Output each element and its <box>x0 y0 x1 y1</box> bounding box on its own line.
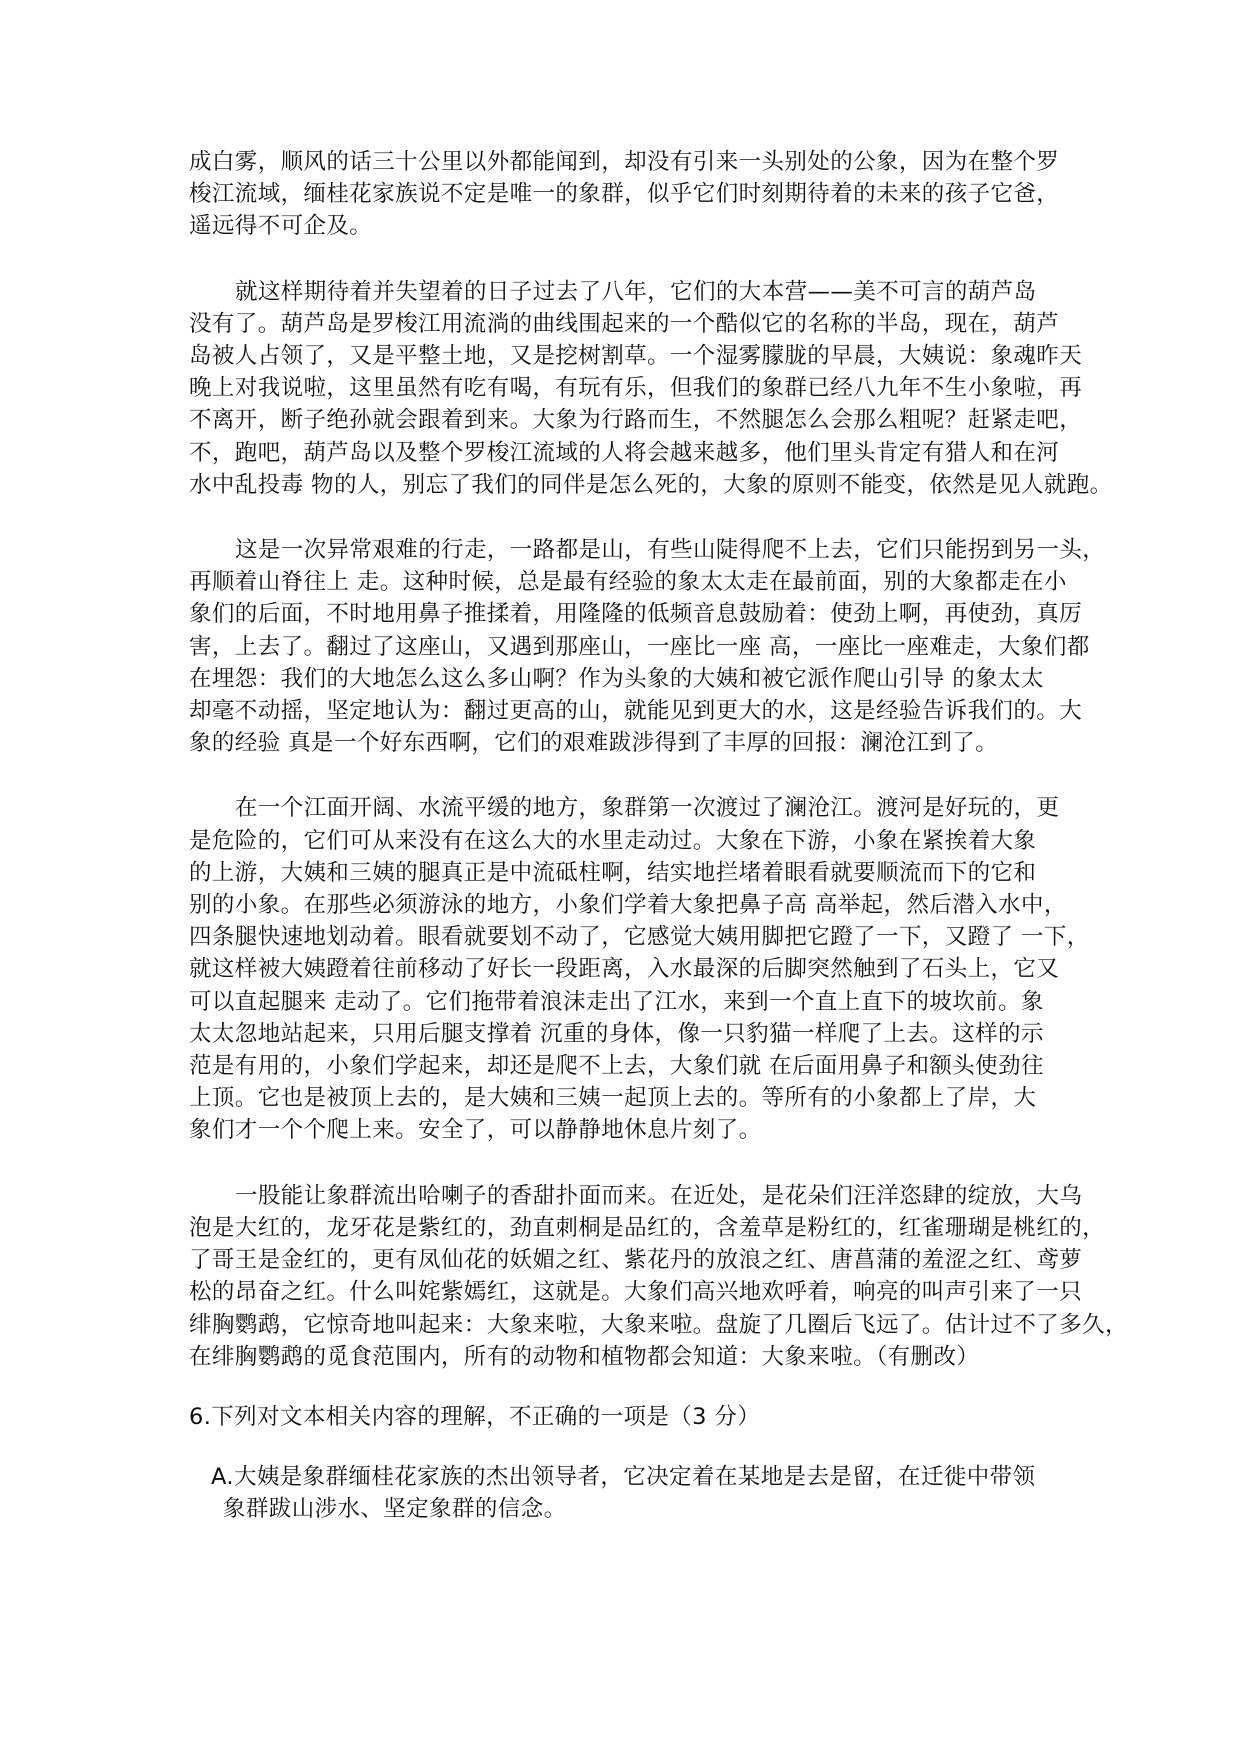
paragraph-3 <box>189 534 1106 759</box>
text-line: 一股能让象群流出哈喇子的香甜扑面而来。在近处，是花朵们汪洋恣肆的绽放，大乌 <box>235 1182 1083 1209</box>
text-line: 松的昂奋之红。什么叫姹紫嫣红，这就是。大象们高兴地欢呼着，响亮的叫声引来了一只 <box>189 1279 1083 1306</box>
text-line: 不，跑吧，葫芦岛以及整个罗梭江流域的人将会越来越多，他们里头肯定有猎人和在河 <box>189 439 1060 466</box>
paragraph-gap <box>189 501 1059 534</box>
text-line: 再顺着山脊往上 走。这种时候，总是最有经验的象太太走在最前面，别的大象都走在小 <box>189 569 1067 596</box>
text-line: 的上游，大姨和三姨的腿真正是中流砥柱啊，结实地拦堵着眼看就要顺流而下的它和 <box>189 859 1037 886</box>
option-line: 象群跋山涉水、坚定象群的信念。 <box>223 1496 567 1523</box>
text-line: 不离开，断子绝孙就会跟着到来。大象为行路而生，不然腿怎么会那么粗呢？赶紧走吧， <box>189 407 1083 434</box>
text-line: 晚上对我说啦，这里虽然有吃有喝，有玩有乐，但我们的象群已经八九年不生小象啦，再 <box>189 375 1083 402</box>
paragraph-gap <box>189 759 1059 792</box>
text-line: 别的小象。在那些必须游泳的地方，小象们学着大象把鼻子高 高举起，然后潜入水中， <box>189 892 1067 919</box>
text-line: 了哥王是金红的，更有凤仙花的妖媚之红、紫花丹的放浪之红、唐菖蒲的羞涩之红、鸢萝 <box>189 1247 1083 1274</box>
paragraph-gap <box>189 1433 1059 1461</box>
text-line: 成白雾，顺风的话三十公里以外都能闻到，却没有引来一头别处的公象，因为在整个罗 <box>189 149 1060 175</box>
text-line: 却毫不动摇，坚定地认为：翻过更高的山，就能见到更大的水，这是经验告诉我们的。大 <box>189 698 1083 725</box>
text-line: 四条腿快速地划动着。眼看就要划不动了，它感觉大姨用脚把它蹬了一下，又蹬了 一下， <box>189 924 1090 951</box>
text-line: 就这样期待着并失望着的日子过去了八年，它们的大本营——美不可言的葫芦岛 <box>235 278 1037 305</box>
option-line: A.大姨是象群缅桂花家族的杰出领导者，它决定着在某地是去是留，在迁徙中带领 <box>211 1464 1036 1491</box>
paragraph-4 <box>189 792 1090 1146</box>
text-line: 就这样被大姨蹬着往前移动了好长一段距离，入水最深的后脚突然触到了石头上，它又 <box>189 956 1060 983</box>
paragraph-gap <box>189 243 1059 276</box>
text-line: 是危险的，它们可从来没有在这么大的水里走动过。大象在下游，小象在紧挨着大象 <box>189 827 1037 854</box>
paragraph-2 <box>189 276 1113 501</box>
text-line: 岛被人占领了，又是平整土地，又是挖树割草。一个湿雾朦胧的早晨，大姨说：象魂昨天 <box>189 343 1083 370</box>
question-6: 6.下列对文本相关内容的理解，不正确的一项是（3 分） <box>189 1403 761 1430</box>
text-line: 范是有用的，小象们学起来，却还是爬不上去，大象们就 在后面用鼻子和额头使劲往 <box>189 1053 1044 1080</box>
text-line: 上顶。它也是被顶上去的，是大姨和三姨一起顶上去的。等所有的小象都上了岸，大 <box>189 1085 1037 1112</box>
text-line: 没有了。葫芦岛是罗梭江用流淌的曲线围起来的一个酷似它的名称的半岛，现在，葫芦 <box>189 310 1060 337</box>
text-line: 泡是大红的，龙牙花是紫红的，劲直刺桐是品红的，含羞草是粉红的，红雀珊瑚是桃红的， <box>189 1214 1106 1241</box>
text-line: 在一个江面开阔、水流平缓的地方，象群第一次渡过了澜沧江。渡河是好玩的，更 <box>235 795 1060 822</box>
text-line: 可以直起腿来 走动了。它们拖带着浪沫走出了江水，来到一个直上直下的坡坎前。象 <box>189 988 1044 1015</box>
text-line: 在埋怨：我们的大地怎么这么多山啊？作为头象的大姨和被它派作爬山引导 的象太太 <box>189 665 1044 692</box>
text-line: 害，上去了。翻过了这座山，又遇到那座山，一座比一座 高，一座比一座难走，大象们都 <box>189 633 1090 660</box>
option-a <box>189 1461 1059 1525</box>
text-line: 遥远得不可企及。 <box>189 213 373 240</box>
text-line: 水中乱投毒 物的人，别忘了我们的同伴是怎么死的，大象的原则不能变，依然是见人就跑。 <box>189 471 1113 498</box>
text-line: 梭江流域，缅桂花家族说不定是唯一的象群，似乎它们时刻期待着的未来的孩子它爸， <box>189 181 1060 208</box>
text-line: 象们的后面，不时地用鼻子推揉着，用隆隆的低频音息鼓励着：使劲上啊，再使劲，真厉 <box>189 601 1083 628</box>
text-line: 太太忽地站起来，只用后腿支撑着 沉重的身体，像一只豹猫一样爬了上去。这样的示 <box>189 1020 1044 1047</box>
paragraph-gap <box>189 1147 1059 1180</box>
text-line: 绯胸鹦鹉，它惊奇地叫起来：大象来啦，大象来啦。盘旋了几圈后飞远了。估计过不了多久， <box>189 1311 1128 1338</box>
paragraph-5 <box>189 1180 1128 1373</box>
text-line: 在绯胸鹦鹉的觅食范围内，所有的动物和植物都会知道：大象来啦。（有删改） <box>189 1343 980 1370</box>
text-line: 象的经验 真是一个好东西啊，它们的艰难跋涉得到了丰厚的回报：澜沧江到了。 <box>189 730 999 757</box>
text-line: 象们才一个个爬上来。安全了，可以静静地休息片刻了。 <box>189 1117 762 1144</box>
document-body <box>189 146 1128 1526</box>
paragraph-1 <box>189 146 1059 243</box>
text-line: 这是一次异常艰难的行走，一路都是山，有些山陡得爬不上去，它们只能拐到另一头， <box>235 537 1106 564</box>
paragraph-gap <box>189 1373 1059 1401</box>
